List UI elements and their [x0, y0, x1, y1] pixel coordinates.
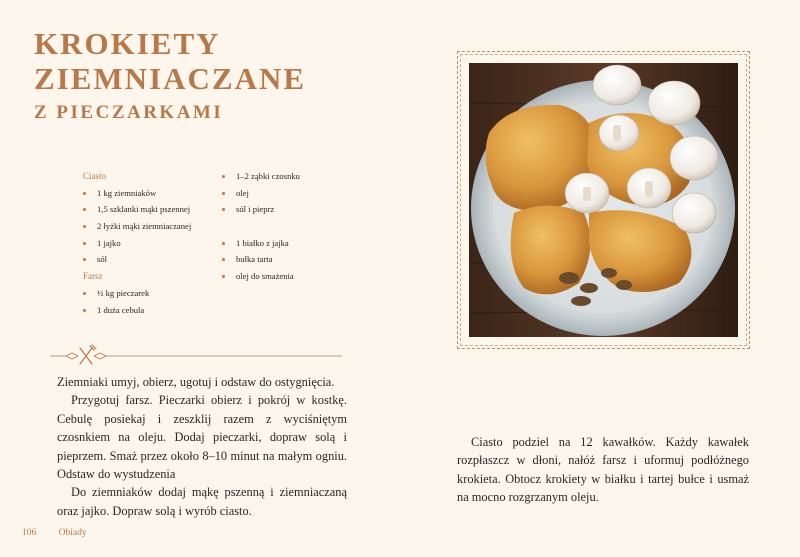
filling-heading: Farsz: [83, 271, 103, 282]
section-name: Obiady: [58, 528, 87, 538]
photo-frame: [457, 51, 750, 349]
instruction-paragraph: Ziemniaki umyj, obierz, ugotuj i odstaw do ostygnięcia.: [57, 375, 335, 389]
ingredient-item: sól i pieprz: [222, 201, 362, 218]
ingredient-item: 1 duża cebula: [83, 302, 223, 319]
ingredient-item: olej: [222, 185, 362, 202]
instruction-paragraph: Do ziemniaków dodaj mąkę pszenną i ziemniaczaną oraz jajko. Dopraw solą i wyrób ciasto.: [57, 485, 347, 518]
title-subtitle: Z PIECZARKAMI: [34, 102, 224, 123]
instruction-paragraph: Ciasto podziel na 12 kawałków. Każdy kawałek rozpłaszcz w dłoni, nałóż farsz i uformuj podłóżnego krokieta. Obtocz krokiety w białku i tartej bułce i usmaż na mocno rozgrzanym oleju.: [457, 435, 749, 505]
ingredient-item: 1 jajko: [83, 235, 223, 252]
ingredient-item: 1 kg ziemniaków: [83, 185, 223, 202]
ingredient-item: olej do smażenia: [222, 268, 362, 285]
instructions-right: [457, 433, 749, 507]
croquettes-photo: [469, 63, 738, 337]
ingredient-item: 2 łyżki mąki ziemniaczanej: [83, 218, 223, 235]
page-number: 106: [22, 528, 37, 538]
ingredient-item: 1–2 ząbki czosnku: [222, 168, 362, 185]
ingredient-item: bułka tarta: [222, 251, 362, 268]
ingredient-item: 1,5 szklanki mąki pszennej: [83, 201, 223, 218]
ingredient-item: 1 białko z jajka: [222, 235, 362, 252]
instruction-paragraph: Przygotuj farsz. Pieczarki obierz i pokrój w kostkę. Cebulę posiekaj i zeszklij razem z wyciśniętym czosnkiem na oleju. Dodaj pieczarki, dopraw solą i pieprzem. Smaż przez około 8–10 minut na małym ogniu. Odstaw do wystudzenia: [57, 393, 347, 482]
ingredients-column-1: [83, 168, 223, 318]
fork-knife-icon: [50, 344, 342, 368]
instructions-left: [57, 373, 347, 520]
ingredient-item: ½ kg pieczarek: [83, 285, 223, 302]
title-line-2: ZIEMNIACZANE: [34, 61, 307, 96]
recipe-title: [34, 26, 306, 126]
ingredients-column-2: [222, 168, 362, 285]
ingredient-item: sól: [83, 251, 223, 268]
page-footer: [22, 528, 87, 538]
title-line-1: KROKIETY: [34, 26, 221, 61]
dough-heading: Ciasto: [83, 171, 107, 181]
